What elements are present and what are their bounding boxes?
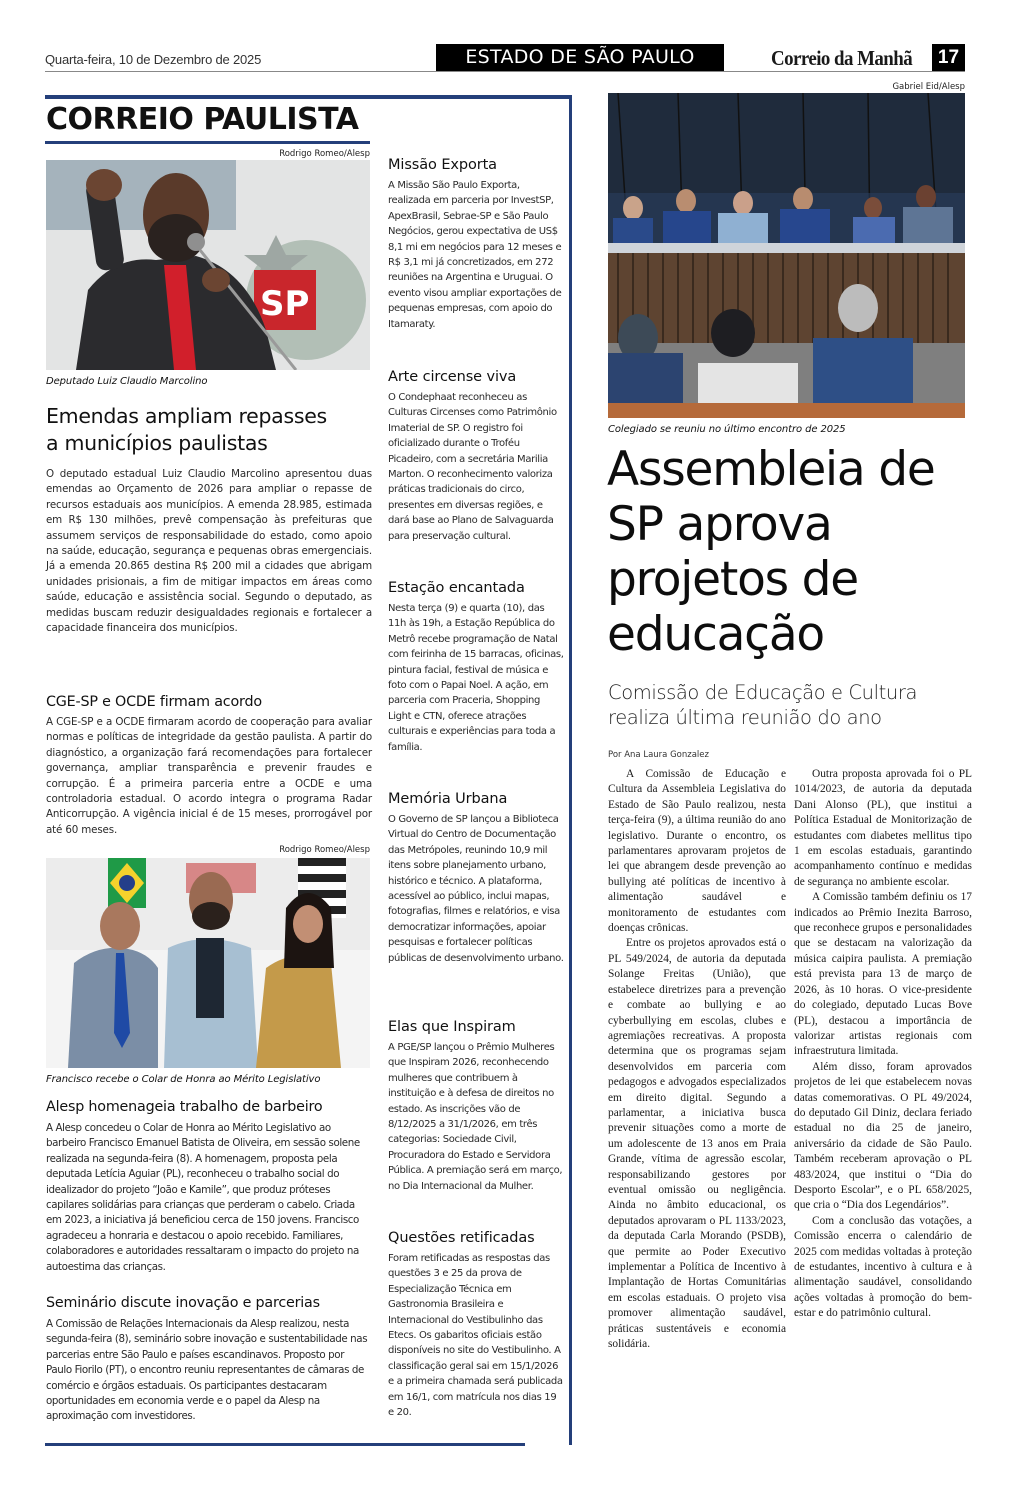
article-body: A Comissão de Relações Internacionais da Alesp realizou, nesta segunda-feira (8), seminário sobre inovação e sustentabilidade nas parcerias entre São Paulo e países escandinavos. Proposto por Paulo Fiorilo (PT), o encontro reuniu representantes de câmaras de comércio e órgãos estaduais. Os participantes destacaram oportunidades em economia verde e o papel da Alesp na aproximação com investidores. — [46, 1318, 368, 1423]
brief-body: A Missão São Paulo Exporta, realizada em parceria por InvestSP, ApexBrasil, Sebrae-SP e São Paulo Negócios, gerou expectativa de US$ 8,1 mi em negócios para 12 meses e R$ 3,1 mi já concretizados, em 272 reuniões na Argentina e Uruguai. O evento visou ampliar exportações de pequenas empresas, com apoio do Itamaraty. — [388, 180, 562, 330]
paragraph: Outra proposta aprovada foi o PL 1014/2023, de autoria da deputada Dani Alonso (PL), que institui a Política Estadual de Monitorização de estudantes com diabetes mellitus tipo 1 em escolas estaduais, garantindo acompanhamento contínuo e medidas de segurança no ambiente escolar. — [794, 768, 972, 888]
publication-date: Quarta-feira, 10 de Dezembro de 2025 — [45, 52, 262, 67]
section-label: ESTADO DE SÃO PAULO — [436, 44, 724, 71]
byline: Por Ana Laura Gonzalez — [608, 750, 709, 760]
brief-body: O Condephaat reconheceu as Culturas Circenses como Patrimônio Imaterial de SP. O registro foi oficializado durante o Troféu Picadeiro, com a secretária Marilia Marton. O reconhecimento valoriza práticas tradicionais do circo, presentes em diversas regiões, e dará base ao Plano de Salvaguarda para preservação cultural. — [388, 392, 557, 542]
article-body: O deputado estadual Luiz Claudio Marcolino apresentou duas emendas ao Orçamento de 2026 para ampliar o repasse de recursos estaduais aos municípios. A emenda 28.985, estimada em R$ 130 milhões, prevê compensação às prefeituras que assumem serviços de responsabilidade do estado, como apoio na saúde, educação, segurança e pequenas obras emergenciais. Já a emenda 20.865 destina R$ 200 mil a cidades que abrigam unidades prisionais, a fim de mitigar impactos em áreas como saúde, educação e assistência social. Segundo o deputado, as medidas buscam reduzir desigualdades regionais e fortalecer a capacidade financeira dos municípios. — [46, 468, 372, 635]
photo-committee-meeting — [608, 93, 965, 418]
brief-headline: Questões retificadas — [388, 1230, 535, 1246]
paragraph: Entre os projetos aprovados está o PL 549/2024, de autoria da deputada Solange Freitas (União), que estabelece diretrizes para a prevenção e combate ao bullying e ao cyberbullying em escolas, clubes e agremiações recreativas. A proposta determina que os programas sejam desenvolvidos em parceria com pedagogos e advogados especializados em direito digital. Segundo a parlamentar, a iniciativa busca prevenir situações como a morte de um adolescente de 13 anos em Praia Grande, vítima de agressão escolar, responsabilizando gestores por eventual omissão ou negligência. Ainda no âmbito educacional, os deputados aprovaram o PL 1133/2023, da deputada Carla Morando (PSDB), que permite ao Poder Executivo implementar a Política de Incentivo à Implantação de Hortas Comunitárias em escolas estaduais. O projeto visa promover alimentação saudável, práticas sustentáveis e economia solidária. — [608, 937, 786, 1351]
article-headline — [46, 403, 376, 457]
article-column-2 — [794, 767, 972, 1322]
photo-deputy-marcolino — [46, 160, 370, 370]
page-number: 17 — [932, 44, 965, 71]
photo-caption: Colegiado se reuniu no último encontro de 2025 — [608, 424, 846, 435]
frame-bottom-rule — [45, 1443, 525, 1446]
photo-credit: Rodrigo Romeo/Alesp — [279, 845, 370, 855]
photo-caption: Deputado Luiz Claudio Marcolino — [46, 376, 208, 387]
article-headline: Seminário discute inovação e parcerias — [46, 1295, 320, 1311]
brief-body: A PGE/SP lançou o Prêmio Mulheres que Inspiram 2026, reconhecendo mulheres que contribuem à instituição e à defesa de direitos no estado. As inscrições vão de 8/12/2025 a 31/1/2026, em três categorias: Sociedade Civil, Procuradora do Estado e Servidora Pública. A premiação será em março, no Dia Internacional da Mulher. — [388, 1042, 563, 1192]
photo-illustration — [608, 93, 965, 418]
article-body: A Alesp concedeu o Colar de Honra ao Mérito Legislativo ao barbeiro Francisco Emanuel Batista de Oliveira, em sessão solene realizada na segunda-feira (8). A homenagem, proposta pela deputada Letícia Aguiar (PL), reconheceu o trabalho social do idealizador do projeto “João e Kamile”, que produz próteses capilares solidárias para crianças que perderam o cabelo. Criada em 2023, a iniciativa já beneficiou cerca de 150 jovens. Francisco agradeceu a honraria e destacou o apoio recebido. Familiares, colaboradores e autoridades ressaltaram o impacto do projeto na autoestima das crianças. — [46, 1122, 360, 1273]
brief-headline: Estação encantada — [388, 580, 525, 596]
main-headline: Assembleia de SP aprova projetos de educação — [607, 442, 935, 662]
photo-illustration — [46, 160, 370, 370]
newspaper-logo: Correio da Manhã — [771, 46, 913, 70]
main-deck: Comissão de Educação e Cultura realiza última reunião do ano — [608, 681, 918, 729]
headline-line: Emendas ampliam repasses — [46, 404, 327, 428]
masthead — [45, 44, 965, 72]
photo-credit: Gabriel Eid/Alesp — [892, 82, 965, 92]
photo-credit: Rodrigo Romeo/Alesp — [279, 149, 370, 159]
headline-line: a municípios paulistas — [46, 431, 268, 455]
section-title-rule — [45, 141, 370, 144]
article-headline: Alesp homenageia trabalho de barbeiro — [46, 1099, 323, 1115]
brief-headline: Memória Urbana — [388, 791, 508, 807]
paragraph: A Comissão de Educação e Cultura da Assembleia Legislativa do Estado de São Paulo realizou, nesta terça-feira (9), a última reunião do ano legislativo. Durante o encontro, os parlamentares aprovaram projetos de lei que abrangem desde prevenção ao bullying até políticas de incentivo à alimentação saudável e monitoramento de estudantes com doenças crônicas. — [608, 768, 786, 935]
brief-headline: Missão Exporta — [388, 157, 497, 173]
article-body: A CGE-SP e a OCDE firmaram acordo de cooperação para avaliar normas e políticas de integridade da gestão paulista. A partir do diagnóstico, a organização fará recomendações para fortalecer governança, ampliar transparência e prevenir fraudes e corrupção. É a primeira parceria entre a OCDE e uma controladoria estadual. O acordo integra o programa Radar Anticorrupção. A vigência inicial é de 15 meses, prorrogável por até 60 meses. — [46, 716, 372, 836]
brief-body: Foram retificadas as respostas das questões 3 e 25 da prova de Especialização Técnica em Gastronomia Brasileira e Internacional do Vestibulinho das Etecs. Os gabaritos oficiais estão disponíveis no site do Vestibulinho. A classificação geral sai em 15/1/2026 e a primeira chamada será publicada em 16/1, com matrícula nos dias 19 e 20. — [388, 1253, 563, 1419]
brief-headline: Elas que Inspiram — [388, 1019, 516, 1035]
photo-illustration — [46, 858, 370, 1068]
paragraph: Com a conclusão das votações, a Comissão encerra o calendário de 2025 com medidas voltadas à proteção de estudantes, incentivo à cultura e à alimentação saudável, consolidando ações voltadas à promoção do bem-estar e do patrimônio cultural. — [794, 1214, 972, 1320]
paragraph: A Comissão também definiu os 17 indicados ao Prêmio Inezita Barroso, que reconhece grupos e personalidades que se destacam na valorização da música caipira paulista. A premiação está prevista para 13 de março de 2026, às 10 horas. O vice-presidente do colegiado, deputado Lucas Bove (PL), destacou a importância de valorizar artistas regionais com infraestrutura limitada. — [794, 891, 972, 1058]
brief-headline: Arte circense viva — [388, 369, 517, 385]
photo-caption: Francisco recebe o Colar de Honra ao Mérito Legislativo — [46, 1074, 321, 1085]
section-title: CORREIO PAULISTA — [46, 102, 359, 137]
article-headline: CGE-SP e OCDE firmam acordo — [46, 694, 262, 710]
sign-text: SP — [260, 284, 310, 324]
brief-body: Nesta terça (9) e quarta (10), das 11h às 19h, a Estação República do Metrô recebe programação de Natal com feirinha de 15 barracas, oficinas, pintura facial, festival de música e foto com o Papai Noel. A ação, em parceria com Praceria, Shopping Light e CTN, oferece atrações culturais e experiências para toda a família. — [388, 603, 564, 753]
photo-barber-honor — [46, 858, 370, 1068]
article-column-1 — [608, 767, 786, 1352]
paragraph: Além disso, foram aprovados projetos de lei que estabelecem novas datas comemorativas. O PL 49/2024, do deputado Gil Diniz, declara feriado estadual no dia 25 de janeiro, aniversário da cidade de São Paulo. Também receberam aprovação o PL 483/2024, que institui o “Dia do Desporto Escolar”, e o PL 658/2025, que cria o “Dia dos Legendários”. — [794, 1060, 972, 1212]
brief-body: O Governo de SP lançou a Biblioteca Virtual do Centro de Documentação das Metrópoles, reunindo 10,9 mil itens sobre planejamento urbano, histórico e técnico. A plataforma, acessível ao público, inclui mapas, fotografias, filmes e relatórios, e visa democratizar informações, apoiar pesquisas e fortalecer políticas públicas de desenvolvimento urbano. — [388, 814, 564, 964]
